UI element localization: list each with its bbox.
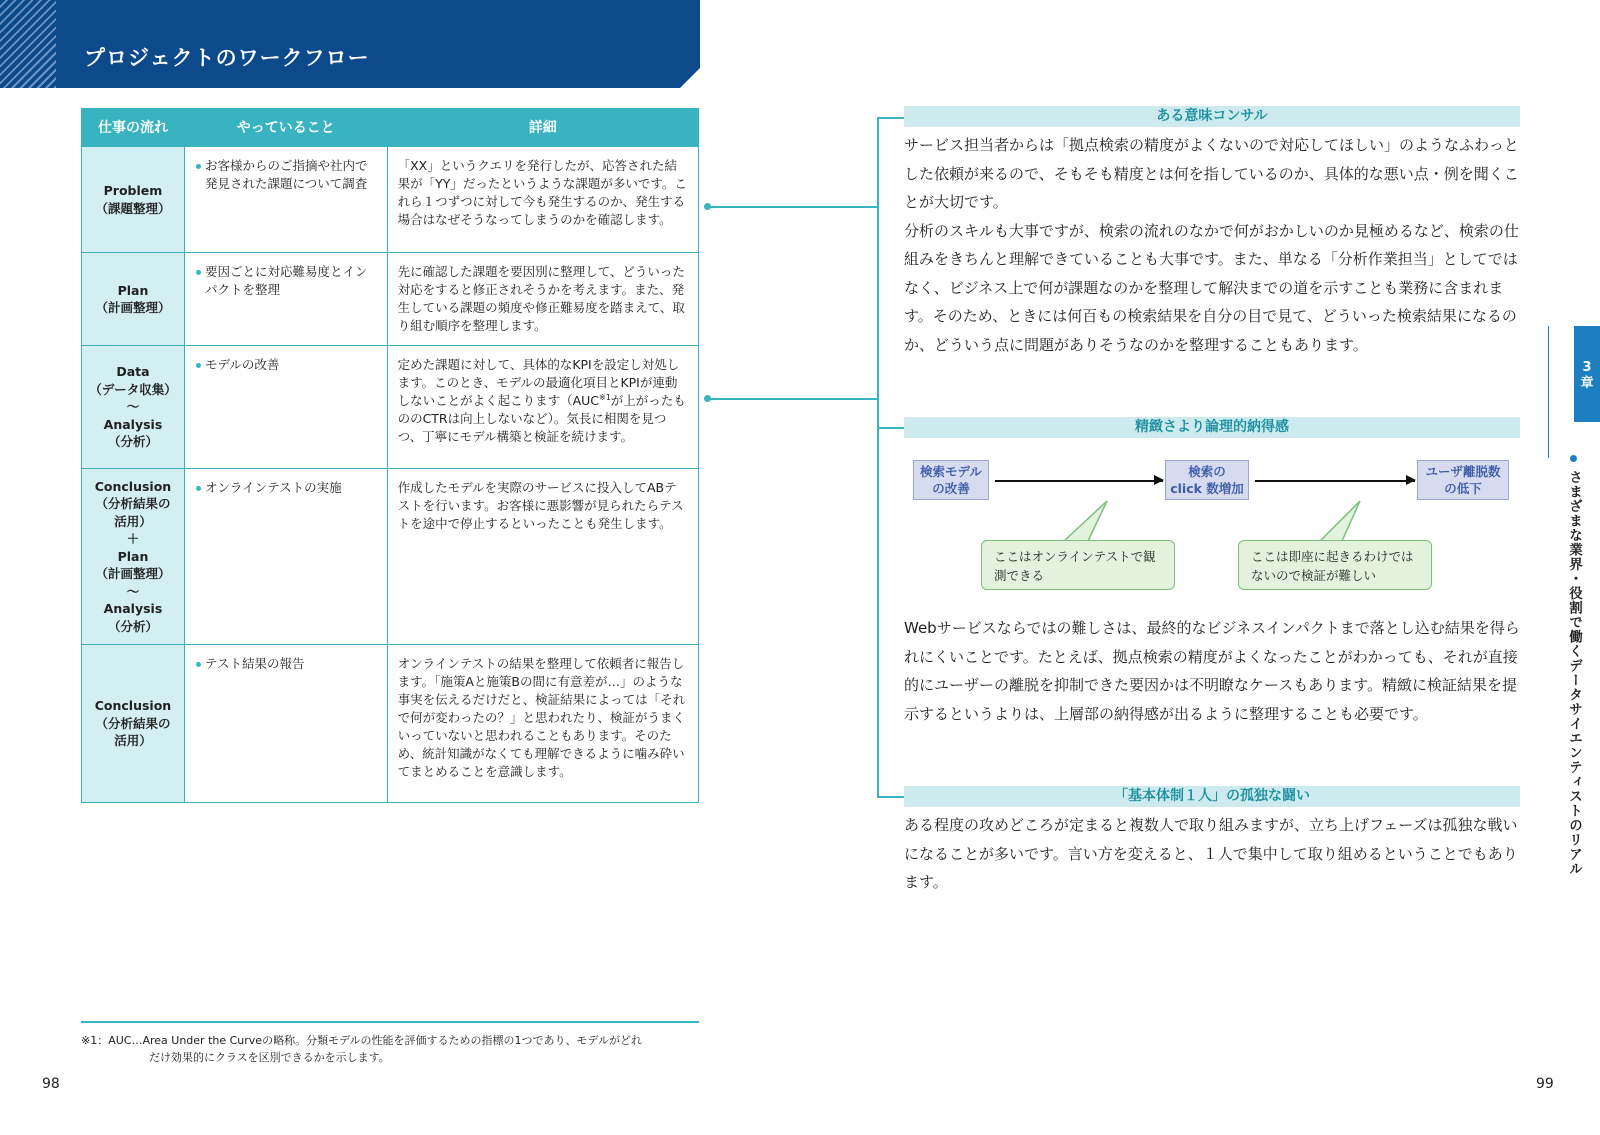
stage-cell [82,346,185,469]
chapter-indicator-line [1548,326,1574,458]
page-number-right: 99 [1536,1076,1554,1092]
section-body [904,811,1524,897]
chapter-number: 3 [1582,360,1592,375]
paragraph: ある程度の攻めどころが定まると複数人で取り組みますが、立ち上げフェーズは孤独な戦いになることが多いです。言い方を変えると、１人で集中して取り組めるということでもあります。 [904,816,1518,891]
stage-text: Conclusion [94,698,172,714]
stage-cell [82,469,185,645]
diagram-box [1417,460,1509,500]
stage-text: ～ [126,583,140,599]
connector-line [710,398,878,400]
connector-line [877,117,879,797]
table-row [82,469,699,645]
chapter-dot [1570,455,1577,462]
table-row [82,147,699,253]
stage-text: 活用） [114,733,152,749]
table-row [82,346,699,469]
callout-bubble [981,540,1175,590]
stage-text: （計画整理） [95,300,171,315]
diagram-box-text: 検索の [1188,464,1226,479]
diagram-box-text: click 数増加 [1170,481,1244,496]
bubble-tail [1320,501,1360,541]
stage-cell [82,253,185,346]
stage-text: Analysis [103,601,163,617]
table-header-row [82,109,699,147]
bubble-tail [1064,501,1107,541]
footnote-text: だけ効果的にクラスを区別できるかを示します。 [149,1051,390,1064]
table-row [82,253,699,346]
doing-cell: 要因ごとに対応難易度とインパクトを整理 [184,253,387,346]
footnote-ref: ※1 [599,392,611,402]
detail-cell: オンラインテストの結果を整理して依頼者に報告します。「施策Aと施策Bの間に有意差が…」のような事実を伝えるだけだと、検証結果によっては「それで何が変わったの？」と思われたり、検証がうまくいっていないと思われることもあります。そのため、統計知識がなくても理解できるように噛み砕いてまとめることを意識します。 [387,645,698,803]
stage-text: Plan [117,548,149,564]
stage-cell [82,645,185,803]
section-body [904,614,1524,728]
connector-line [877,117,904,119]
connector-line [710,206,878,208]
stage-text: Problem [103,183,163,198]
doing-cell: テスト結果の報告 [184,645,387,803]
doing-cell: オンラインテストの実施 [184,469,387,645]
connector-line [877,427,904,429]
arrow-icon [1255,480,1415,482]
header-doing: やっていること [184,109,387,147]
chapter-tab [1574,326,1600,422]
section-body [904,131,1524,359]
stage-text: （分析） [107,618,158,634]
bubble-text: ここは即座に起きるわけでは [1251,549,1414,564]
bubble-text: ここはオンラインテストで観 [994,549,1156,564]
footnote [81,1032,699,1066]
diagram-box [913,460,989,500]
paragraph: サービス担当者からは「拠点検索の精度がよくないので対応してほしい」のようなふわっとした依頼が来るので、そもそも精度とは何を指しているのか、具体的な悪い点・例を聞くことが大切です。 [904,136,1519,211]
diagram-box-text: ユーザ離脱数 [1425,464,1501,479]
stage-text: ～ [126,399,140,415]
stage-text: Data [116,364,150,380]
doing-cell: お客様からのご指摘や社内で発見された課題について調査 [184,147,387,253]
stage-text: （分析） [107,434,158,450]
stage-text: （計画整理） [95,566,171,582]
stage-cell [82,147,185,253]
detail-text: 定めた課題に対して、具体的なKPIを設定し対処します。このとき、モデルの最適化項目とKPIが連動しないことがよく起こります（AUC [397,357,680,408]
paragraph: Webサービスならではの難しさは、最終的なビジネスインパクトまで落とし込む結果を得られにくいことです。たとえば、拠点検索の精度がよくなったことがわかっても、それが直接的にユーザーの離脱を抑制できた要因かは不明瞭なケースもあります。精緻に検証結果を提示するというよりは、上層部の納得感が出るように整理することも必要です。 [904,619,1520,723]
stage-text: （データ収集） [89,381,177,397]
footnote-text: ※1：AUC…Area Under the Curveの略称。分類モデルの性能を評価するための指標の1つであり、モデルがどれ [81,1034,642,1047]
chapter-label: 章 [1580,376,1594,391]
section-heading: ある意味コンサル [904,106,1520,127]
banner-corner [680,68,700,88]
stage-text: Plan [117,282,149,298]
page-number-left: 98 [42,1076,60,1092]
detail-cell: 「XX」というクエリを発行したが、応答された結果が「YY」だったというような課題が多いです。これら１つずつに対して今も発生するのか、発生する場合はなぜそうなってしまうのかを確認します。 [387,147,698,253]
stage-text: Analysis [103,416,163,432]
callout-bubble [1238,540,1432,590]
diagram-box-text: の改善 [932,481,970,496]
stage-text: ＋ [126,531,140,547]
diagram-box-text: 検索モデル [920,464,982,479]
header-flow: 仕事の流れ [82,109,185,147]
workflow-table [81,108,699,803]
header-detail: 詳細 [387,109,698,147]
detail-cell: 先に確認した課題を要因別に整理して、どういった対応をすると修正されそうかを考えます。また、発生している課題の頻度や修正難易度を踏まえて、取り組む順序を整理します。 [387,253,698,346]
page-title: プロジェクトのワークフロー [84,46,370,70]
connector-line [877,796,904,798]
section-heading: 「基本体制１人」の孤独な闘い [904,786,1520,807]
header-banner [0,0,700,88]
arrow-icon [995,480,1163,482]
stage-text: （分析結果の [95,496,171,512]
detail-text: が上がったもののCTRは向上しないなど）。気長に相関を見つつ、丁寧にモデル構築と検証を続けます。 [397,393,686,444]
banner-stripes [0,0,56,88]
detail-cell [387,346,698,469]
doing-cell: モデルの改善 [184,346,387,469]
bubble-text: ないので検証が難しい [1251,568,1377,583]
chapter-title: さまざまな業界・役割で働くデータサイエンティストのリアル [1566,470,1582,876]
stage-text: 活用） [114,513,152,529]
detail-cell: 作成したモデルを実際のサービスに投入してABテストを行います。お客様に悪影響が見られたらテストを途中で停止するといったことも発生します。 [387,469,698,645]
footnote-divider [81,1021,699,1023]
bubble-text: 測できる [994,568,1045,583]
section-heading: 精緻さより論理的納得感 [904,417,1520,438]
diagram-box-text: の低下 [1444,481,1482,496]
stage-text: （分析結果の [95,715,171,731]
stage-text: （課題整理） [95,200,171,216]
paragraph: 分析のスキルも大事ですが、検索の流れのなかで何がおかしいのか見極めるなど、検索の仕組みをきちんと理解できていることも大事です。また、単なる「分析作業担当」としてではなく、ビジネス上で何が課題なのかを整理して解決までの道を示すことも業務に含まれます。そのため、ときには何百もの検索結果を自分の目で見て、どういった検索結果になるのか、どういう点に問題がありそうなのかを整理することもあります。 [904,221,1519,354]
stage-text: Conclusion [94,478,172,494]
table-row [82,645,699,803]
diagram-box [1165,460,1249,500]
